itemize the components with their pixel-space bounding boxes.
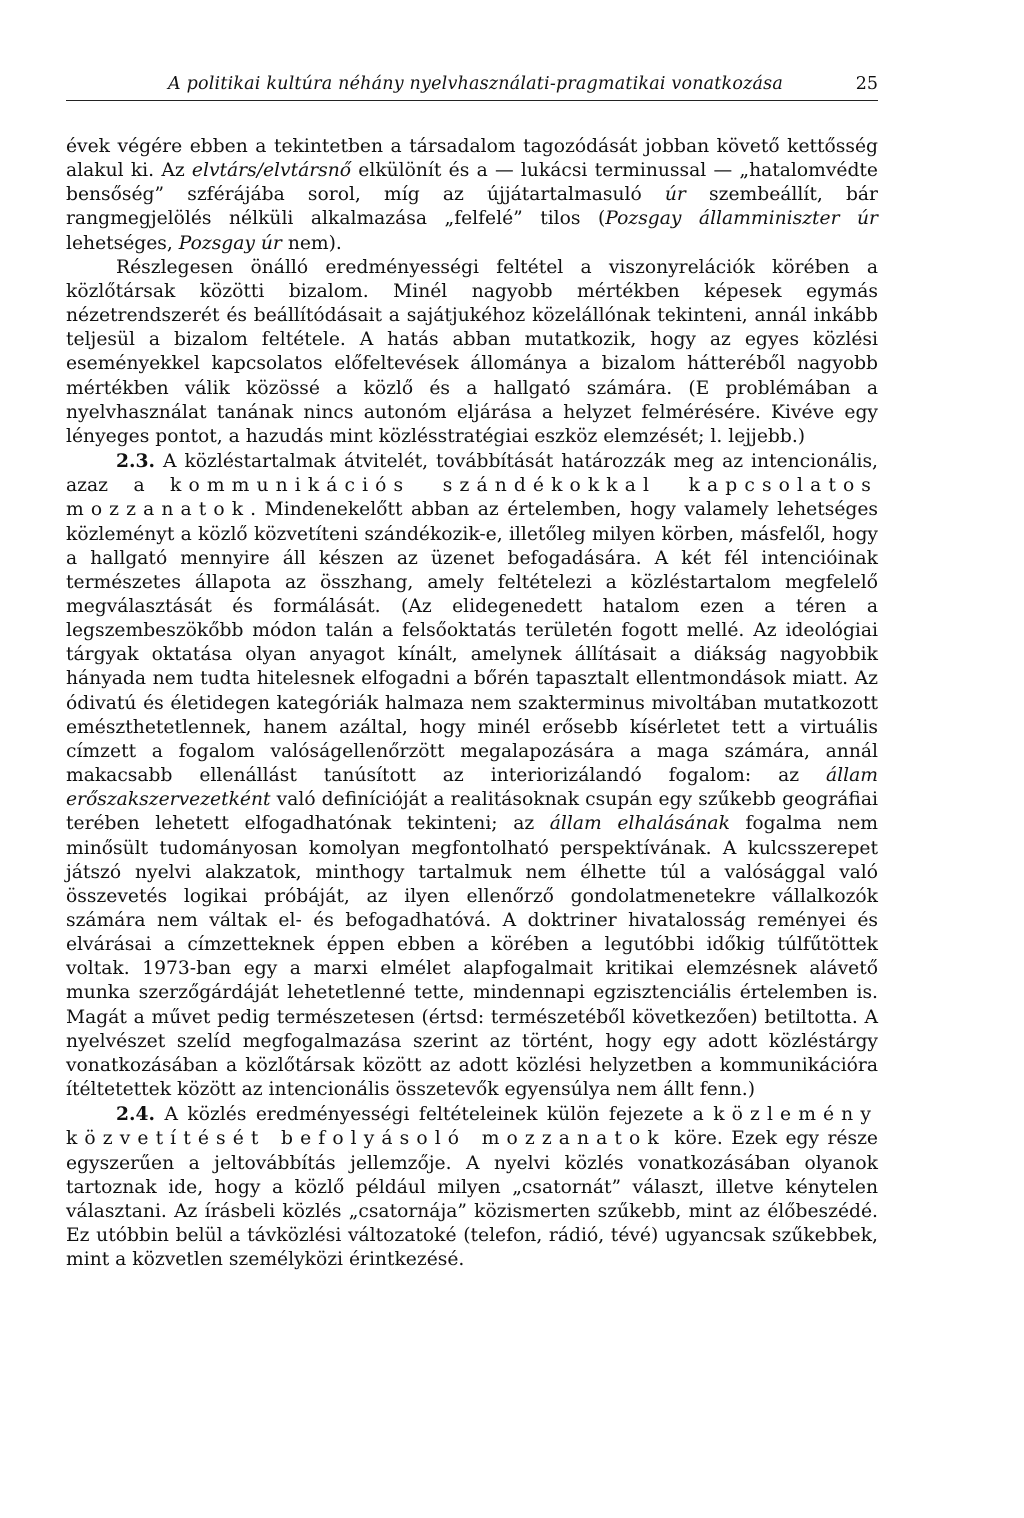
italic-term: Pozsgay államminiszter úr	[605, 208, 878, 230]
spaced-term: kommunikációs szándékokkal kapcsolatos mozzanatok	[66, 475, 878, 521]
text-run: . Mindenekelőtt abban az értelemben, hogy valamely lehetséges közleményt a közlő közvetíteni szándékozik-e, illetőleg milyen körben, másfelől, hogy a hallgató mennyire áll készen az üzenet befogadására. A két fél intencióinak természetes állapota az összhang, amely feltételezi a közléstartalom megfelelő megválasztását és formálását. (Az elidegenedett hatalom ezen a téren a legszembeszökőbb módon talán a felsőoktatás területén fogott mellé. Az ideológiai tárgyak oktatása olyan anyagot kínált, amelynek állításait a diákság nagyobbik hányada nem tudta hitelesnek elfogadni a bőrén tapasztalt ellentmondások miatt. Az ódivatú és életidegen kategóriák halmaza nem szakterminus mivoltában mutatkozott emészthetetlennek, hanem azáltal, hogy minél erősebb kísérletet tett a virtuális címzett a fogalom valóságellenőrzött megalapozására a maga számára, annál makacsabb ellenállást tanúsított az interiorizálandó fogalom: az	[66, 499, 878, 787]
section-2-3	[66, 449, 878, 1102]
text-run: A közléstartalmak átvitelét, továbbítását határozzák meg az intencionális, azaz a	[66, 451, 878, 497]
section-2-4	[66, 1102, 878, 1272]
italic-term: elvtárs/elvtársnő	[191, 160, 352, 182]
italic-term: állam erőszakszervezetként	[66, 765, 878, 811]
text-run: lehetséges,	[66, 232, 179, 254]
running-title: A politikai kultúra néhány nyelvhasználati-pragmatikai vonatkozása	[168, 74, 783, 94]
italic-term: úr	[664, 184, 686, 206]
text-run: nem).	[281, 232, 342, 254]
italic-term: Pozsgay úr	[178, 232, 282, 254]
text-run: szembeállít, bár rangmegjelölés nélküli alkalmazása „felfelé” tilos (	[66, 184, 878, 230]
text-run: való definícióját a realitásoknak csupán egy szűkebb geográfiai terében lehetett elfogadhatónak tekinteni; az	[66, 789, 878, 835]
text-run: fogalma nem minősült tudományosan komolyan megfontolható perspektívának. A kulcsszerepet játszó nyelvi alakzatok, minthogy tartalmuk nem élhette túl a valósággal való összevetés logikai próbáját, az ilyen ellenőrző gondolatmenetekre vállalkozók számára nem váltak el- és befogadhatóvá. A doktriner hivatalosság reményei és elvárásai a címzetteknek éppen ebben a körében a legutóbbi időkig túlfűtöttek voltak. 1973-ban egy a marxi elmélet alapfogalmait kritikai elemzésnek alávető munka szerzőgárdáját lehetetlenné tette, mindennapi egzisztenciális értelemben is. Magát a művet pedig természetesen (értsd: természetéből következően) betiltotta. A nyelvészet szelíd megfogalmazása szerint az történt, hogy egy adott közléstárgy vonatkozásában a közlőtársak között az adott közlési helyzetben a kommunikációra ítéltetettek között az intencionális összetevők egyensúlya nem állt fenn.)	[66, 813, 879, 1101]
text-run: évek végére ebben a tekintetben a társadalom tagozódását jobban követő kettősség alakul ki. Az	[66, 136, 878, 182]
text-run: elkülönít és a — lukácsi terminussal — „hatalomvédte bensőség” szférájába sorol, míg az újjátartalmasuló	[66, 160, 878, 206]
italic-term: állam elhalásának	[549, 813, 730, 835]
paragraph-2: Részlegesen önálló eredményességi feltétel a viszonyrelációk körében a közlőtársak közötti bizalom. Minél nagyobb mértékben képesek egymás nézetrendszerét és beállítódásait a sajátjukéhoz közelállónak tekinteni, annál inkább teljesül a bizalom feltétele. A hatás abban mutatkozik, hogy az egyes közlési eseményekkel kapcsolatos előfeltevések állománya a bizalom hátteréből nagyobb mértékben válik közössé a közlő és a hallgató számára. (E problémában a nyelvhasználat tanának nincs autonóm eljárása a helyzet felmérésére. Kivéve egy lényeges pontot, a hazudás mint közlésstratégiai eszköz elemzését; l. lejjebb.)	[66, 256, 878, 447]
spaced-term: közlemény közvetítését befolyásoló mozzanatok	[66, 1104, 878, 1150]
running-head	[66, 70, 878, 101]
text-run: A közlés eredményességi feltételeinek külön fejezete a	[155, 1104, 714, 1126]
section-number: 2.3.	[116, 450, 156, 473]
page-number: 25	[855, 74, 878, 94]
paragraph-1	[66, 135, 878, 256]
section-number: 2.4.	[116, 1103, 156, 1126]
page	[66, 70, 878, 1272]
text-run: köre. Ezek egy része egyszerűen a jeltovábbítás jellemzője. A nyelvi közlés vonatkozásában olyanok tartoznak ide, hogy a közlő például milyen „csatornát” választ, illetve kénytelen választani. Az írásbeli közlés „csatornája” közismerten szűkebb, mint az élőbeszédé. Ez utóbbin belül a távközlési változatoké (telefon, rádió, tévé) ugyancsak szűkebbek, mint a közvetlen személyközi érintkezésé.	[66, 1128, 878, 1271]
body-text	[66, 135, 878, 1272]
